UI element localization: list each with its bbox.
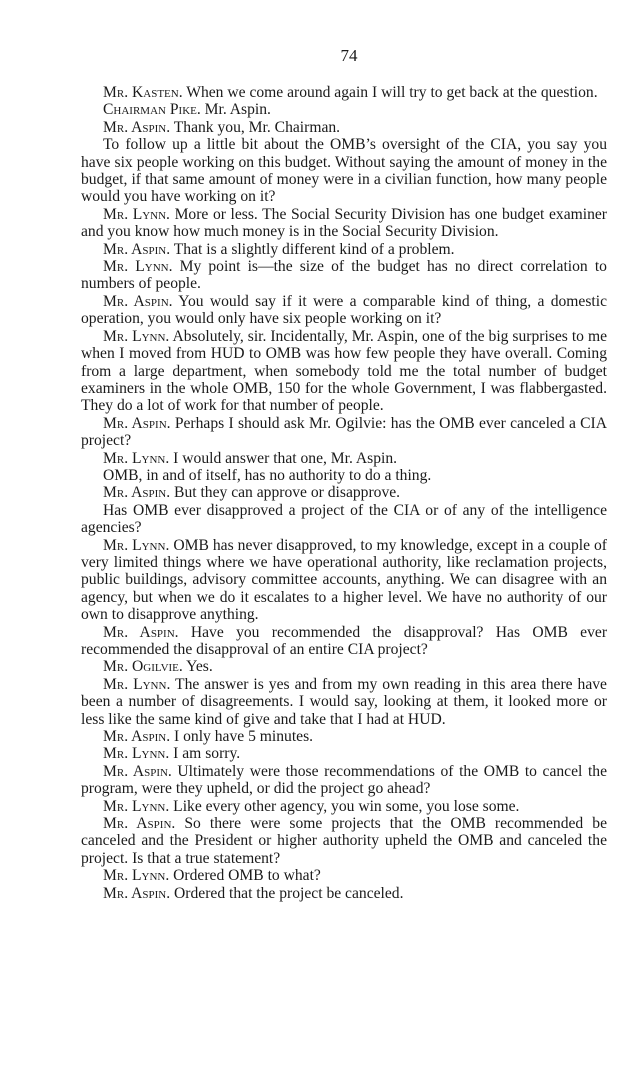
paragraph-text: But they can approve or disapprove. — [170, 484, 401, 502]
transcript-paragraph — [81, 658, 607, 675]
paragraph-text: The answer is yes and from my own reading in this area there have been a number of disagreements. I would say, looking at them, it looked more or less like the same kind of give and take that I had at HUD. — [81, 675, 607, 728]
page-number: 74 — [340, 46, 358, 65]
paragraph-text: More or less. The Social Security Division has one budget examiner and you know how much money is in the Social Security Division. — [81, 205, 607, 241]
transcript-paragraph — [81, 84, 607, 101]
speaker-name: Mr. Lynn. — [103, 449, 170, 467]
speaker-name: Mr. Aspin. — [103, 484, 171, 502]
speaker-name: Chairman Pike. — [103, 101, 201, 119]
speaker-name: Mr. Aspin. — [103, 815, 176, 833]
transcript-paragraph — [81, 450, 607, 467]
transcript-paragraph — [81, 415, 607, 450]
paragraph-text: My point is—the size of the budget has no direct correlation to numbers of people. — [81, 258, 607, 293]
transcript-paragraph — [81, 676, 607, 728]
transcript-paragraph — [81, 119, 607, 136]
transcript-paragraph — [81, 136, 607, 206]
paragraph-text: Like every other agency, you win some, you lose some. — [169, 797, 520, 815]
transcript-paragraph — [81, 328, 607, 415]
transcript-paragraph — [81, 624, 607, 659]
speaker-name: Mr. Aspin. — [103, 240, 171, 258]
paragraph-text: Absolutely, sir. Incidentally, Mr. Aspin, one of the big surprises to me when I moved from HUD to OMB was how few people they have overall. Coming from a large department, when somebody told me the total number of budget examiners in the whole OMB, 150 for the whole Government, I was flabbergasted. They do a lot of work for that number of people. — [81, 327, 607, 415]
transcript-paragraph — [81, 502, 607, 537]
transcript-paragraph — [81, 745, 607, 762]
speaker-name: Mr. Lynn. — [103, 867, 170, 885]
transcript-paragraph — [81, 467, 607, 484]
paragraph-text: Has OMB ever disapproved a project of the CIA or of any of the intelligence agencies? — [81, 501, 607, 537]
speaker-name: Mr. Lynn. — [103, 536, 170, 554]
paragraph-text: You would say if it were a comparable kind of thing, a domestic operation, you would only have six people working on it? — [81, 292, 607, 328]
paragraph-text: OMB has never disapproved, to my knowledge, except in a couple of very limited things where we have operational authority, like reclamation projects, public buildings, advisory committee accounts, anything. We can disagree with an agency, but when we do it escalates to a higher level. We have no authority of our own to disapprove anything. — [81, 536, 607, 624]
transcript-paragraph — [81, 241, 607, 258]
speaker-name: Mr. Aspin. — [103, 414, 171, 432]
paragraph-text: Yes. — [182, 658, 213, 676]
transcript-paragraph — [81, 763, 607, 798]
transcript-paragraph — [81, 798, 607, 815]
transcript-paragraph — [81, 728, 607, 745]
paragraph-text: I would answer that one, Mr. Aspin. — [169, 449, 398, 467]
speaker-name: Mr. Aspin. — [103, 884, 171, 902]
paragraph-text: Thank you, Mr. Chairman. — [170, 118, 341, 136]
paragraph-text: Perhaps I should ask Mr. Ogilvie: has the OMB ever canceled a CIA project? — [81, 414, 608, 450]
transcript-paragraph — [81, 293, 607, 328]
transcript-paragraph — [81, 537, 607, 624]
speaker-name: Mr. Lynn. — [103, 327, 170, 345]
speaker-name: Mr. Aspin. — [103, 623, 179, 641]
transcript-paragraph — [81, 206, 607, 241]
speaker-name: Mr. Lynn. — [103, 745, 170, 763]
paragraph-text: Have you recommended the disapproval? Has OMB ever recommended the disapproval of an entire CIA project? — [81, 623, 608, 658]
transcript-paragraph — [81, 815, 607, 867]
speaker-name: Mr. Ogilvie. — [103, 658, 183, 676]
speaker-name: Mr. Lynn. — [103, 797, 170, 815]
paragraph-text: Mr. Aspin. — [200, 101, 271, 119]
paragraph-text: Ultimately were those recommendations of the OMB to cancel the program, were they upheld, or did the project go ahead? — [81, 762, 607, 798]
paragraph-text: To follow up a little bit about the OMB’s oversight of the CIA, you say you have six people working on this budget. Without saying the amount of money in the budget, if that same amount of money were in a civilian function, how many people would you have working on it? — [81, 136, 607, 206]
transcript-paragraph — [81, 885, 607, 902]
speaker-name: Mr. Aspin. — [103, 762, 172, 780]
transcript-paragraph — [81, 484, 607, 501]
paragraph-text: That is a slightly different kind of a problem. — [170, 240, 455, 258]
paragraph-text: So there were some projects that the OMB recommended be canceled and the President or higher authority upheld the OMB and canceled the project. Is that a true statement? — [81, 815, 607, 867]
speaker-name: Mr. Kasten. — [103, 84, 183, 101]
paragraph-text: Ordered OMB to what? — [169, 867, 321, 885]
paragraph-text: When we come around again I will try to get back at the question. — [182, 84, 598, 101]
transcript-body — [81, 84, 607, 902]
speaker-name: Mr. Aspin. — [103, 292, 173, 310]
paragraph-text: OMB, in and of itself, has no authority to do a thing. — [103, 466, 432, 484]
paragraph-text: I am sorry. — [169, 745, 241, 763]
speaker-name: Mr. Lynn. — [103, 258, 173, 276]
speaker-name: Mr. Aspin. — [103, 728, 171, 746]
transcript-paragraph — [81, 867, 607, 884]
speaker-name: Mr. Lynn. — [103, 675, 171, 693]
speaker-name: Mr. Lynn. — [103, 205, 170, 223]
speaker-name: Mr. Aspin. — [103, 118, 171, 136]
transcript-paragraph — [81, 101, 607, 118]
transcript-paragraph — [81, 258, 607, 293]
paragraph-text: I only have 5 minutes. — [170, 728, 314, 746]
paragraph-text: Ordered that the project be canceled. — [170, 884, 404, 902]
